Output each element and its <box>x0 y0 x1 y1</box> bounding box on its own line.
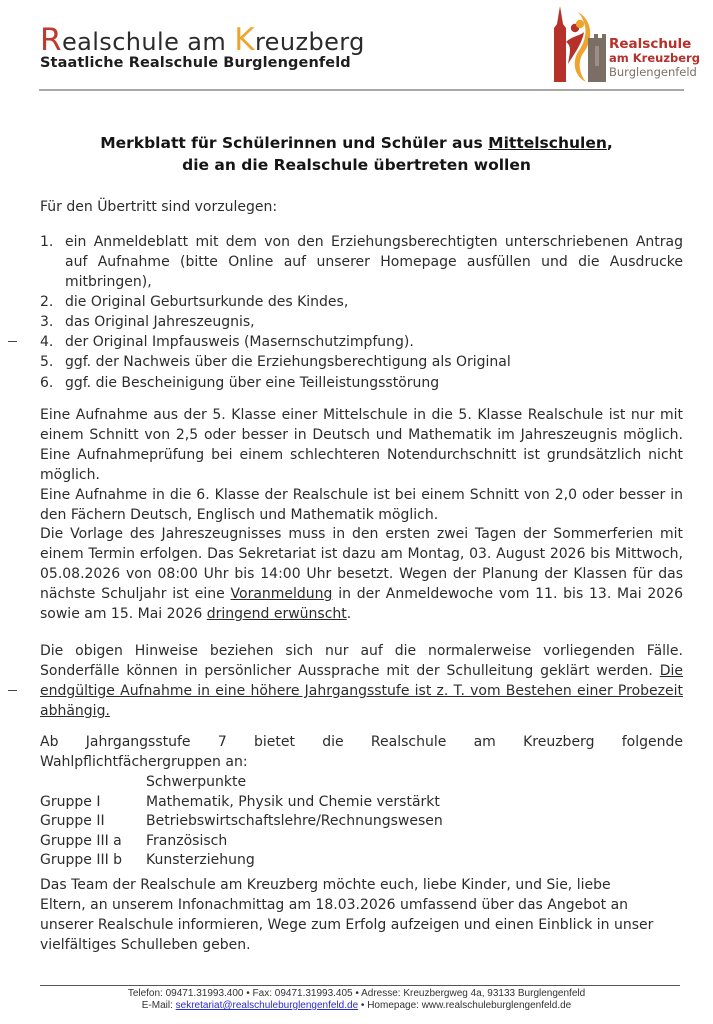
group-name: Gruppe III a <box>40 832 122 849</box>
list-item <box>40 373 683 393</box>
list-item-text: ein Anmeldeblatt mit dem von den Erziehungsberechtigten unterschriebenen Antrag auf Aufnahme (bitte Online auf unserer Homepage ausfüllen und die Ausdrucke mitbringen), <box>65 234 683 290</box>
email-link[interactable]: sekretariat@realschuleburglengenfeld.de <box>175 1000 359 1011</box>
group-focus: Betriebswirtschaftslehre/Rechnungswesen <box>146 813 443 829</box>
list-item-number: 6. <box>40 375 54 391</box>
header-divider <box>39 89 684 91</box>
list-item <box>40 312 683 332</box>
logo-figure-head-yellow <box>576 20 584 28</box>
logo-spire <box>554 6 566 82</box>
school-name-initial-r: R <box>40 22 62 58</box>
group-focus: Mathematik, Physik und Chemie verstärkt <box>146 793 440 810</box>
groups-header: Schwerpunkte <box>146 774 247 790</box>
footer-divider <box>40 985 680 986</box>
logo-text <box>609 37 700 79</box>
report-underlined-urgent: dringend erwünscht <box>206 606 347 622</box>
list-item-text: ggf. die Bescheinigung über eine Teilleistungsstörung <box>65 375 440 391</box>
admission-grade6-text: Eine Aufnahme in die 6. Klasse der Realschule ist bei einem Schnitt von 2,0 oder besser in den Fächern Deutsch, Englisch und Mathematik möglich. <box>40 487 683 523</box>
list-item-number: 2. <box>40 294 54 310</box>
list-item <box>40 332 683 352</box>
table-row <box>40 831 443 851</box>
groups-table <box>40 772 443 870</box>
logo-tower-window <box>595 46 599 66</box>
admission-paragraph <box>40 405 683 525</box>
report-text-3: . <box>346 606 352 622</box>
title-line-2: die an die Realschule übertreten wollen <box>182 156 531 174</box>
notes-paragraph <box>40 641 683 721</box>
list-item-text: die Original Geburtsurkunde des Kindes, <box>65 294 349 310</box>
title-underlined-mittelschulen: Mittelschulen <box>488 134 607 152</box>
list-item-number: 3. <box>40 314 54 330</box>
title-line-1-prefix: Merkblatt für Schülerinnen und Schüler aus <box>100 134 489 152</box>
title-line-1-suffix: , <box>606 134 613 152</box>
list-item-number: 5. <box>40 354 54 370</box>
groups-intro: Ab Jahrgangsstufe 7 bietet die Realschule am Kreuzberg folgende Wahlpflichtfächergruppen an: <box>40 734 683 770</box>
table-row <box>40 811 443 831</box>
title-line-1 <box>0 132 713 154</box>
report-underlined-voranmeldung: Voranmeldung <box>230 586 333 602</box>
list-item <box>40 352 683 372</box>
margin-mark <box>8 341 17 342</box>
list-item-text: der Original Impfausweis (Masernschutzimpfung). <box>65 334 414 350</box>
school-name-initial-k: K <box>234 22 255 58</box>
logo-line-2: am Kreuzberg <box>609 51 700 65</box>
requirements-intro: Für den Übertritt sind vorzulegen: <box>40 199 278 215</box>
homepage-text: • Homepage: www.realschuleburglengenfeld.de <box>358 1000 572 1011</box>
group-name: Gruppe III b <box>40 852 123 868</box>
notes-underlined-probation: Die endgültige Aufnahme in eine höhere Jahrgangsstufe ist z. T. vom Bestehen einer Probezeit abhängig. <box>40 663 683 719</box>
table-row <box>40 850 443 870</box>
report-text-1: Die Vorlage des Jahreszeugnisses muss in den ersten zwei Tagen der Sommerferien mit einem Termin erfolgen. Das Sekretariat ist dazu am Montag, 03. August 2026 bis Mittwoch, 05.08.2026 von 08:00 Uhr bis 14:00 Uhr besetzt. Wegen der Planung der Klassen für das nächste Schuljahr ist eine <box>40 526 683 602</box>
footer <box>0 988 713 1012</box>
table-row <box>40 792 443 812</box>
school-name-part-2: reuzberg <box>254 28 365 56</box>
school-subtitle: Staatliche Realschule Burglengenfeld <box>40 55 351 71</box>
list-item-text: ggf. der Nachweis über die Erziehungsberechtigung als Original <box>65 354 511 370</box>
closing-paragraph: Das Team der Realschule am Kreuzberg möchte euch, liebe Kinder, und Sie, liebe Eltern, an unserem Infonachmittag am 18.03.2026 umfassend über das Angebot an unserer Realschule informieren, Wege zum Erfolg aufzeigen und einen Einblick in unser vielfältiges Schulleben geben. <box>40 877 654 953</box>
requirements-list <box>40 232 683 393</box>
notes-text: Die obigen Hinweise beziehen sich nur auf die normalerweise vorliegenden Fälle. Sonderfälle können in persönlicher Aussprache mit der Schulleitung geklärt werden. <box>40 643 683 679</box>
group-name: Gruppe I <box>40 793 101 810</box>
logo-line-3: Burglengenfeld <box>609 65 697 79</box>
list-item-number: 1. <box>40 234 54 250</box>
margin-mark <box>8 690 17 691</box>
groups-header-row <box>40 772 443 792</box>
report-text-2: in der Anmeldewoche vom 11. bis 13. Mai 2026 sowie am 15. Mai 2026 <box>40 586 684 622</box>
email-label: E-Mail: <box>141 1000 176 1011</box>
document-title <box>0 132 713 176</box>
list-item-text: das Original Jahreszeugnis, <box>65 314 255 330</box>
list-item-number: 4. <box>40 334 54 350</box>
school-name-part-1: ealschule am <box>61 28 235 56</box>
admission-grade5-text: Eine Aufnahme aus der 5. Klasse einer Mittelschule in die 5. Klasse Realschule ist nur mit einem Schnitt von 2,5 oder besser in Deutsch und Mathematik im Jahreszeugnis möglich. Eine Aufnahmeprüfung bei einem schlechteren Notendurchschnitt ist grundsätzlich nicht möglich. <box>40 407 683 483</box>
list-item <box>40 232 683 292</box>
group-focus: Kunsterziehung <box>146 852 255 868</box>
footer-contact-line: Telefon: 09471.31993.400 • Fax: 09471.31993.405 • Adresse: Kreuzbergweg 4a, 93133 Burglengenfeld <box>127 988 586 999</box>
group-name: Gruppe II <box>40 813 105 829</box>
group-focus: Französisch <box>146 832 228 849</box>
list-item <box>40 292 683 312</box>
footer-web-line <box>0 1000 713 1012</box>
school-name <box>40 22 365 58</box>
logo-line-1: Realschule <box>609 36 692 52</box>
report-paragraph <box>40 524 683 624</box>
